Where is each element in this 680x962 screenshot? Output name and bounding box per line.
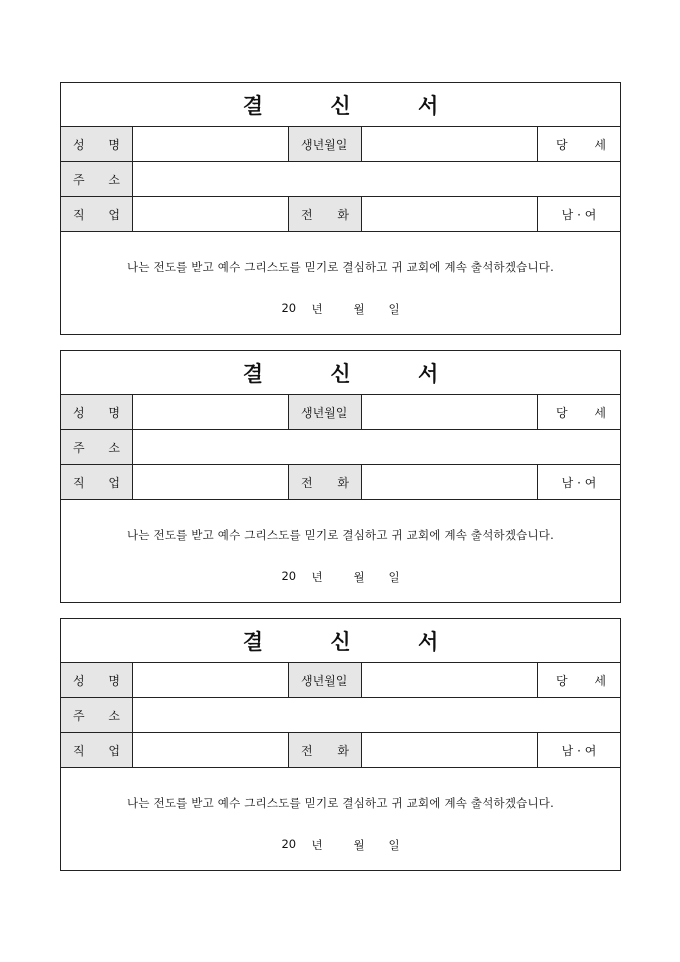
date-day-unit: 일: [388, 302, 400, 316]
form-title: 결 신 서: [61, 351, 620, 395]
date-year: 20: [281, 301, 297, 315]
name-field[interactable]: [133, 127, 289, 161]
birth-field[interactable]: [362, 663, 538, 697]
address-field[interactable]: [133, 430, 620, 464]
name-field[interactable]: [133, 663, 289, 697]
birth-label: 생년월일: [289, 395, 362, 429]
pledge-statement: 나는 전도를 받고 예수 그리스도를 믿기로 결심하고 귀 교회에 계속 출석하겠습니다.: [127, 260, 554, 274]
job-label: 직 업: [61, 197, 133, 231]
date-line: [281, 837, 399, 853]
phone-field[interactable]: [362, 465, 538, 499]
form-title: 결 신 서: [61, 83, 620, 127]
phone-label: 전 화: [289, 465, 362, 499]
job-field[interactable]: [133, 733, 289, 767]
age-field[interactable]: 당 세: [556, 137, 606, 152]
date-year: 20: [281, 837, 297, 851]
birth-field[interactable]: [362, 127, 538, 161]
date-day-unit: 일: [388, 570, 400, 584]
pledge-body: [61, 768, 620, 871]
date-month-unit: 월: [353, 302, 365, 316]
pledge-form-1: [60, 82, 621, 335]
date-year: 20: [281, 569, 297, 583]
pledge-body: [61, 500, 620, 603]
date-day-unit: 일: [388, 838, 400, 852]
name-label: 성 명: [61, 127, 133, 161]
address-label: 주 소: [61, 698, 133, 732]
date-year-unit: 년: [311, 838, 323, 852]
birth-label: 생년월일: [289, 127, 362, 161]
birth-field[interactable]: [362, 395, 538, 429]
form-title: 결 신 서: [61, 619, 620, 663]
job-field[interactable]: [133, 465, 289, 499]
job-field[interactable]: [133, 197, 289, 231]
name-row: [61, 663, 620, 698]
address-row: [61, 430, 620, 465]
job-label: 직 업: [61, 465, 133, 499]
phone-label: 전 화: [289, 197, 362, 231]
phone-label: 전 화: [289, 733, 362, 767]
gender-field[interactable]: 남 · 여: [561, 743, 597, 758]
date-year-unit: 년: [311, 570, 323, 584]
address-label: 주 소: [61, 162, 133, 196]
job-row: [61, 733, 620, 768]
address-field[interactable]: [133, 162, 620, 196]
phone-field[interactable]: [362, 733, 538, 767]
job-label: 직 업: [61, 733, 133, 767]
name-label: 성 명: [61, 395, 133, 429]
date-year-unit: 년: [311, 302, 323, 316]
phone-field[interactable]: [362, 197, 538, 231]
gender-field[interactable]: 남 · 여: [561, 475, 597, 490]
date-month-unit: 월: [353, 838, 365, 852]
age-field[interactable]: 당 세: [556, 673, 606, 688]
address-row: [61, 698, 620, 733]
date-month-unit: 월: [353, 570, 365, 584]
address-field[interactable]: [133, 698, 620, 732]
address-label: 주 소: [61, 430, 133, 464]
birth-label: 생년월일: [289, 663, 362, 697]
age-field[interactable]: 당 세: [556, 405, 606, 420]
name-row: [61, 395, 620, 430]
job-row: [61, 197, 620, 232]
address-row: [61, 162, 620, 197]
pledge-statement: 나는 전도를 받고 예수 그리스도를 믿기로 결심하고 귀 교회에 계속 출석하겠습니다.: [127, 528, 554, 542]
date-line: [281, 569, 399, 585]
gender-field[interactable]: 남 · 여: [561, 207, 597, 222]
name-label: 성 명: [61, 663, 133, 697]
pledge-form-3: [60, 618, 621, 871]
pledge-body: [61, 232, 620, 335]
name-field[interactable]: [133, 395, 289, 429]
pledge-form-2: [60, 350, 621, 603]
job-row: [61, 465, 620, 500]
pledge-statement: 나는 전도를 받고 예수 그리스도를 믿기로 결심하고 귀 교회에 계속 출석하겠습니다.: [127, 796, 554, 810]
name-row: [61, 127, 620, 162]
date-line: [281, 301, 399, 317]
